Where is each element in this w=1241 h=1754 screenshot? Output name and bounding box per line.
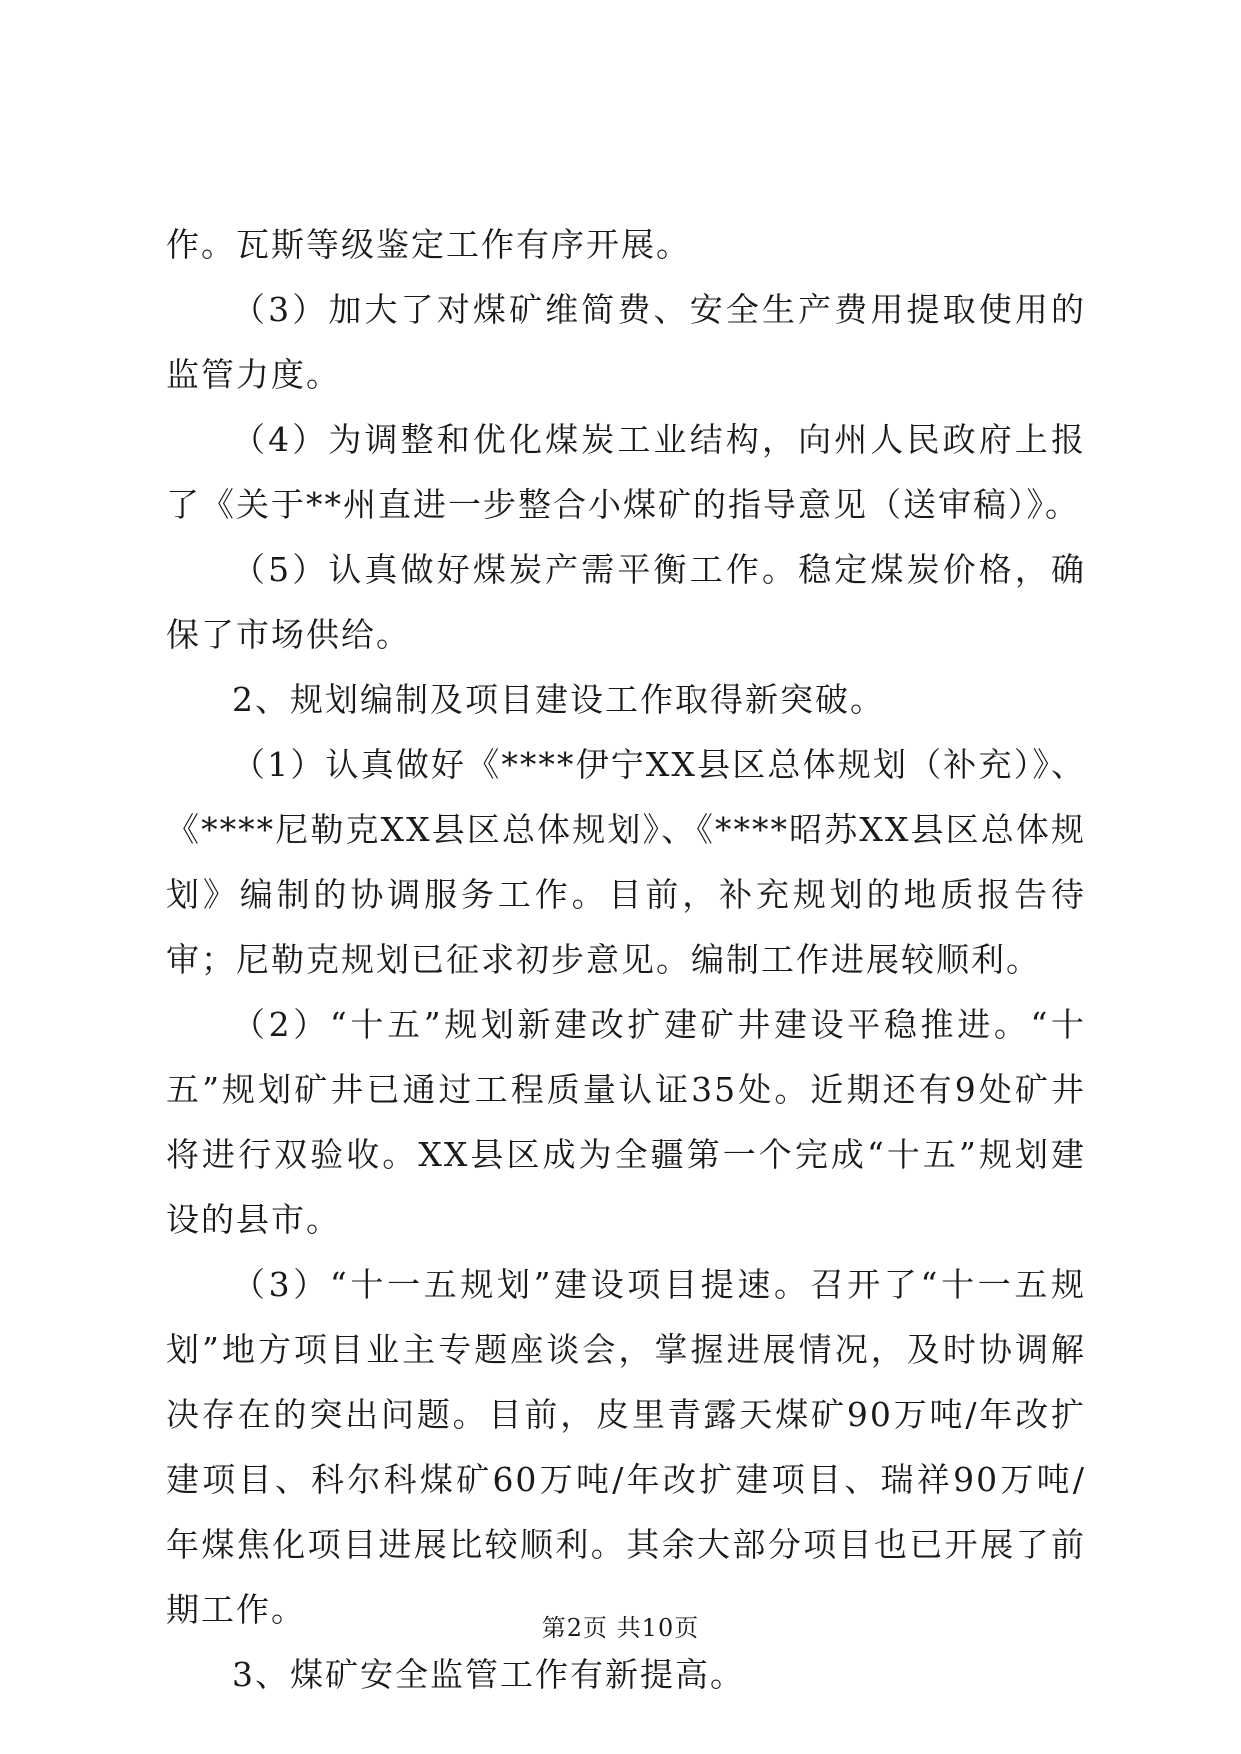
page-footer: 第2页 共10页 — [541, 1614, 700, 1642]
paragraph-continuation: 作。瓦斯等级鉴定工作有序开展。 — [166, 225, 691, 264]
paragraph-subitem-3: （3）“十一五规划”建设项目提速。召开了“十一五规划”地方项目业主专题座谈会，掌握进展情况，及时协调解决存在的突出问题。目前，皮里青露天煤矿90万吨/年改扩建项目、科尔科煤矿60万吨/年改扩建项目、瑞祥90万吨/年煤焦化项目进展比较顺利。其余大部分项目也已开展了前期工作。 — [166, 1265, 1086, 1629]
section-heading-2: 2、规划编制及项目建设工作取得新突破。 — [232, 680, 885, 719]
paragraph-item-5: （5）认真做好煤炭产需平衡工作。稳定煤炭价格，确保了市场供给。 — [166, 550, 1086, 654]
paragraph-item-4: （4）为调整和优化煤炭工业结构，向州人民政府上报了《关于**州直进一步整合小煤矿的指导意见（送审稿）》。 — [166, 420, 1086, 524]
paragraph-subitem-1: （1）认真做好《****伊宁XX县区总体规划（补充）》、《****尼勒克XX县区总体规划》、《****昭苏XX县区总体规划》编制的协调服务工作。目前，补充规划的地质报告待审；尼勒克规划已征求初步意见。编制工作进展较顺利。 — [166, 745, 1086, 979]
paragraph-subitem-2: （2）“十五”规划新建改扩建矿井建设平稳推进。“十五”规划矿井已通过工程质量认证35处。近期还有9处矿井将进行双验收。XX县区成为全疆第一个完成“十五”规划建设的县市。 — [166, 1005, 1086, 1239]
section-heading-3: 3、煤矿安全监管工作有新提高。 — [232, 1655, 745, 1694]
document-body — [166, 212, 1086, 1707]
paragraph-item-3: （3）加大了对煤矿维简费、安全生产费用提取使用的监管力度。 — [166, 290, 1086, 394]
